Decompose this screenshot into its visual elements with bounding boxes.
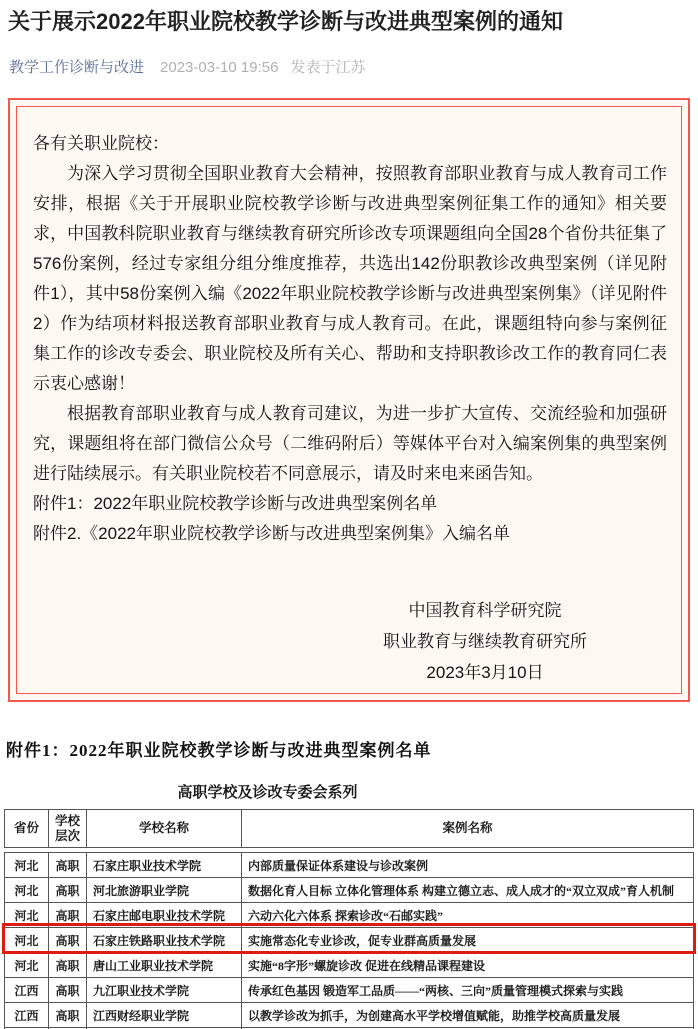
table-row: 河北 高职 河北旅游职业学院 数据化育人目标 立体化管理体系 构建立德立志、成人成才的“双立双成”育人机制 (5, 878, 694, 903)
signature-dept: 职业教育与继续教育研究所 (383, 632, 587, 651)
notice-paragraph: 根据教育部职业教育与成人教育司建议，为进一步扩大宣传、交流经验和加强研究，课题组将在部门微信公众号（二维码附后）等媒体平台对入编案例集的典型案例进行陆续展示。有关职业院校若不同意展示，请及时来电来函告知。 (33, 404, 667, 483)
table-row-highlighted: 河北 高职 石家庄铁路职业技术学院 实施常态化专业诊改，促专业群高质量发展 (5, 928, 694, 953)
publish-time: 2023-03-10 19:56 (160, 59, 279, 76)
table-row: 河北 高职 唐山工业职业技术学院 实施“8字形”螺旋诊改 促进在线精品课程建设 (5, 953, 694, 978)
notice-paragraph: 为深入学习贯彻全国职业教育大会精神，按照教育部职业教育与成人教育司工作安排，根据《关于开展职业院校教学诊断与改进典型案例征集工作的通知》相关要求，中国教科院职业教育与继续教育研究所诊改专项课题组向全国28个省份共征集了576份案例，经过专家组分组分维度推荐，共选出142份职教诊改典型案例（详见附件1），其中58份案例入编《2022年职业院校教学诊断与改进典型案例集》（详见附件2）作为结项材料报送教育部职业教育与成人教育司。在此，课题组特向参与案例征集工作的诊改专委会、职业院校及所有关心、帮助和支持职教诊改工作的教育同仁表示衷心感谢！ (33, 164, 667, 393)
notice-box (8, 98, 690, 702)
article-meta (9, 58, 690, 78)
attachment-heading: 附件1：2022年职业院校教学诊断与改进典型案例名单 (6, 741, 432, 760)
table-row: 江西 高职 九江职业技术学院 传承红色基因 锻造军工品质——“两核、三向”质量管理模式探索与实践 (5, 978, 694, 1003)
notice-salutation: 各有关职业院校： (33, 134, 169, 153)
signature-block (383, 595, 587, 688)
col-header-school: 学校名称 (87, 810, 242, 848)
cases-table-header (4, 809, 694, 848)
table-title: 高职学校及诊改专委会系列 (177, 785, 358, 801)
table-row: 河北 高职 石家庄职业技术学院 内部质量保证体系建设与诊改案例 (5, 853, 694, 878)
notice-content (16, 106, 682, 694)
account-link[interactable]: 教学工作诊断与改进 (9, 59, 145, 76)
publish-location: 发表于江苏 (290, 59, 366, 76)
cases-table (4, 809, 694, 1029)
signature-date: 2023年3月10日 (426, 663, 544, 682)
page-title: 关于展示2022年职业院校教学诊断与改进典型案例的通知 (8, 9, 563, 34)
signature-org: 中国教育科学研究院 (408, 601, 562, 620)
col-header-province: 省份 (5, 810, 49, 848)
col-header-case: 案例名称 (242, 810, 694, 848)
notice-attachment-1: 附件1：2022年职业院校教学诊断与改进典型案例名单 (33, 494, 438, 513)
col-header-level: 学校层次 (49, 810, 87, 848)
table-row: 河北 高职 石家庄邮电职业技术学院 六动六化六体系 探索诊改“石邮实践” (5, 903, 694, 928)
cases-table-body (4, 852, 694, 1029)
notice-attachment-2: 附件2.《2022年职业院校教学诊断与改进典型案例集》入编名单 (33, 524, 510, 543)
table-row: 江西 高职 江西财经职业学院 以教学诊改为抓手，为创建高水平学校增值赋能，助推学校高质量发展 (5, 1003, 694, 1028)
